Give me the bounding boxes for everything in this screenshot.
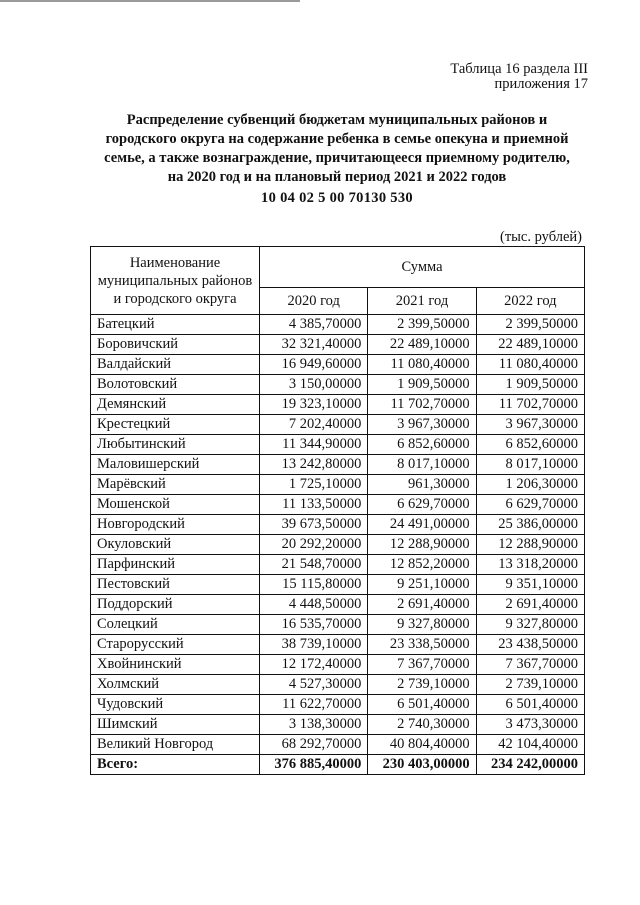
value-2020: 11 622,70000	[260, 695, 368, 715]
district-name: Хвойнинский	[91, 655, 260, 675]
value-2022: 22 489,10000	[476, 335, 584, 355]
district-name: Батецкий	[91, 315, 260, 335]
value-2021: 1 909,50000	[368, 375, 476, 395]
unit-label: (тыс. рублей)	[500, 229, 582, 245]
value-2020: 21 548,70000	[260, 555, 368, 575]
value-2020: 20 292,20000	[260, 535, 368, 555]
table-row	[91, 395, 585, 415]
value-2022: 9 351,10000	[476, 575, 584, 595]
value-2020: 3 150,00000	[260, 375, 368, 395]
district-name: Мошенской	[91, 495, 260, 515]
table-row	[91, 735, 585, 755]
column-header-2021: 2021 год	[368, 288, 476, 315]
column-header-2020: 2020 год	[260, 288, 368, 315]
value-2021: 11 702,70000	[368, 395, 476, 415]
district-name: Поддорский	[91, 595, 260, 615]
district-name: Марёвский	[91, 475, 260, 495]
document-title	[88, 111, 586, 187]
table-row	[91, 515, 585, 535]
value-2022: 42 104,40000	[476, 735, 584, 755]
district-name: Демянский	[91, 395, 260, 415]
value-2020: 7 202,40000	[260, 415, 368, 435]
reference-line-1: Таблица 16 раздела III	[450, 61, 588, 77]
title-line-1: Распределение субвенций бюджетам муниципальных районов и	[126, 112, 548, 128]
table-row	[91, 355, 585, 375]
table-row	[91, 595, 585, 615]
value-2021: 7 367,70000	[368, 655, 476, 675]
column-header-name: Наименование муниципальных районов и городского округа	[91, 247, 260, 315]
title-line-3: семье, а также вознаграждение, причитающееся приемному родителю,	[104, 150, 570, 166]
value-2020: 12 172,40000	[260, 655, 368, 675]
table-row	[91, 435, 585, 455]
value-2020: 39 673,50000	[260, 515, 368, 535]
table-row	[91, 555, 585, 575]
table-row	[91, 455, 585, 475]
value-2020: 32 321,40000	[260, 335, 368, 355]
column-header-2022: 2022 год	[476, 288, 584, 315]
district-name: Любытинский	[91, 435, 260, 455]
district-name: Боровичский	[91, 335, 260, 355]
value-2021: 12 852,20000	[368, 555, 476, 575]
value-2021: 6 629,70000	[368, 495, 476, 515]
value-2021: 22 489,10000	[368, 335, 476, 355]
scan-edge-line	[0, 0, 300, 2]
value-2020: 16 949,60000	[260, 355, 368, 375]
value-2022: 6 852,60000	[476, 435, 584, 455]
value-2021: 961,30000	[368, 475, 476, 495]
district-name: Чудовский	[91, 695, 260, 715]
header-row	[91, 247, 585, 288]
value-2020: 11 344,90000	[260, 435, 368, 455]
value-2020: 4 385,70000	[260, 315, 368, 335]
value-2020: 38 739,10000	[260, 635, 368, 655]
district-name: Валдайский	[91, 355, 260, 375]
value-2020: 16 535,70000	[260, 615, 368, 635]
total-2020: 376 885,40000	[260, 755, 368, 775]
value-2022: 6 629,70000	[476, 495, 584, 515]
value-2022: 2 691,40000	[476, 595, 584, 615]
budget-code: 10 04 02 5 00 70130 530	[261, 190, 413, 206]
district-name: Парфинский	[91, 555, 260, 575]
district-name: Волотовский	[91, 375, 260, 395]
table-row	[91, 615, 585, 635]
value-2020: 68 292,70000	[260, 735, 368, 755]
table-row	[91, 335, 585, 355]
table-row	[91, 635, 585, 655]
table-row	[91, 495, 585, 515]
district-name: Шимский	[91, 715, 260, 735]
value-2021: 2 691,40000	[368, 595, 476, 615]
table-row	[91, 475, 585, 495]
table-row	[91, 695, 585, 715]
district-name: Холмский	[91, 675, 260, 695]
value-2021: 2 740,30000	[368, 715, 476, 735]
district-name: Пестовский	[91, 575, 260, 595]
value-2022: 3 967,30000	[476, 415, 584, 435]
table-row	[91, 535, 585, 555]
table-row	[91, 375, 585, 395]
table-row	[91, 675, 585, 695]
value-2022: 9 327,80000	[476, 615, 584, 635]
value-2021: 6 852,60000	[368, 435, 476, 455]
value-2021: 9 251,10000	[368, 575, 476, 595]
district-name: Солецкий	[91, 615, 260, 635]
value-2020: 3 138,30000	[260, 715, 368, 735]
value-2020: 15 115,80000	[260, 575, 368, 595]
column-header-sum: Сумма	[260, 247, 585, 288]
value-2020: 19 323,10000	[260, 395, 368, 415]
table-row	[91, 415, 585, 435]
value-2020: 11 133,50000	[260, 495, 368, 515]
total-2021: 230 403,00000	[368, 755, 476, 775]
value-2021: 24 491,00000	[368, 515, 476, 535]
table-row	[91, 655, 585, 675]
title-line-4: на 2020 год и на плановый период 2021 и 2022 годов	[167, 169, 507, 185]
table-row	[91, 715, 585, 735]
table-row	[91, 575, 585, 595]
value-2022: 13 318,20000	[476, 555, 584, 575]
value-2022: 2 739,10000	[476, 675, 584, 695]
value-2022: 6 501,40000	[476, 695, 584, 715]
value-2022: 8 017,10000	[476, 455, 584, 475]
value-2022: 7 367,70000	[476, 655, 584, 675]
table-reference	[450, 62, 588, 92]
value-2020: 4 448,50000	[260, 595, 368, 615]
value-2021: 3 967,30000	[368, 415, 476, 435]
total-2022: 234 242,00000	[476, 755, 584, 775]
value-2022: 3 473,30000	[476, 715, 584, 735]
title-line-2: городского округа на содержание ребенка в семье опекуна и приемной	[105, 131, 569, 147]
district-name: Новгородский	[91, 515, 260, 535]
value-2021: 6 501,40000	[368, 695, 476, 715]
value-2020: 1 725,10000	[260, 475, 368, 495]
table-body	[91, 315, 585, 775]
value-2021: 40 804,40000	[368, 735, 476, 755]
reference-line-2: приложения 17	[494, 76, 588, 92]
district-name: Великий Новгород	[91, 735, 260, 755]
value-2022: 12 288,90000	[476, 535, 584, 555]
total-row	[91, 755, 585, 775]
district-name: Старорусский	[91, 635, 260, 655]
total-label: Всего:	[91, 755, 260, 775]
value-2021: 2 399,50000	[368, 315, 476, 335]
value-2022: 11 702,70000	[476, 395, 584, 415]
table-row	[91, 315, 585, 335]
value-2021: 2 739,10000	[368, 675, 476, 695]
value-2022: 23 438,50000	[476, 635, 584, 655]
value-2022: 1 206,30000	[476, 475, 584, 495]
district-name: Крестецкий	[91, 415, 260, 435]
value-2021: 9 327,80000	[368, 615, 476, 635]
value-2021: 23 338,50000	[368, 635, 476, 655]
value-2022: 2 399,50000	[476, 315, 584, 335]
value-2022: 1 909,50000	[476, 375, 584, 395]
value-2020: 13 242,80000	[260, 455, 368, 475]
value-2022: 11 080,40000	[476, 355, 584, 375]
value-2021: 12 288,90000	[368, 535, 476, 555]
district-name: Маловишерский	[91, 455, 260, 475]
value-2020: 4 527,30000	[260, 675, 368, 695]
value-2022: 25 386,00000	[476, 515, 584, 535]
value-2021: 8 017,10000	[368, 455, 476, 475]
subvention-table	[90, 246, 585, 775]
value-2021: 11 080,40000	[368, 355, 476, 375]
district-name: Окуловский	[91, 535, 260, 555]
